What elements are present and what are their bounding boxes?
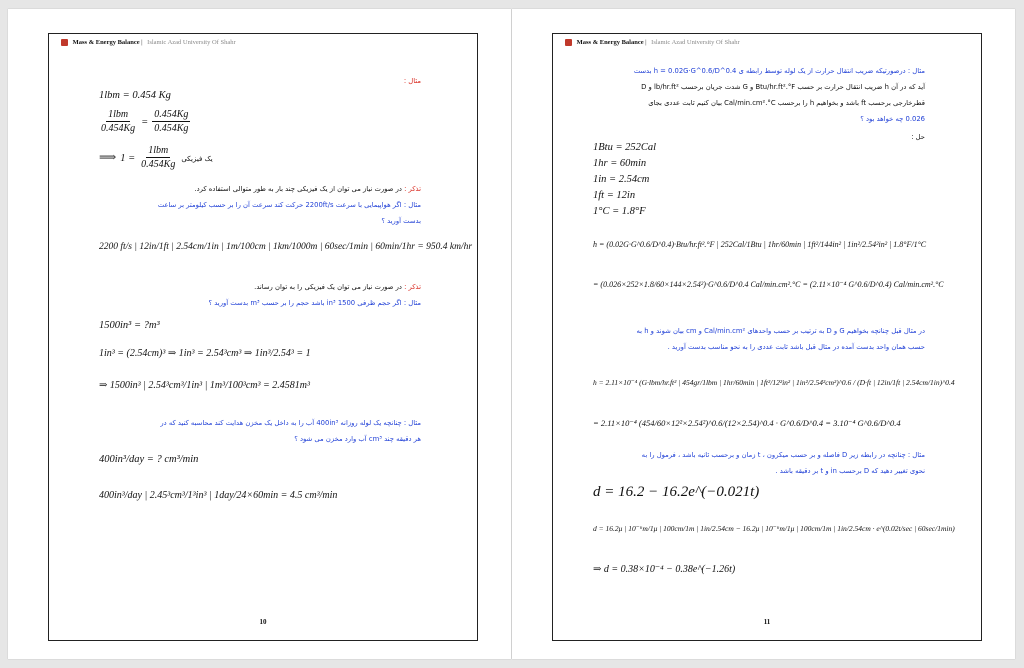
- conversion-btu: 1Btu = 252Cal: [593, 142, 657, 153]
- equation-lbm: 1lbm = 0.454 Kg: [99, 90, 171, 101]
- example-2-line-b: حسب همان واحد بدست آمده در مثال قبل باشد ثابت عددی را به نحو مناسب بدست آورید .: [667, 343, 925, 351]
- university-logo-icon: [61, 39, 68, 46]
- page-frame: [552, 33, 982, 641]
- conversion-ft: 1ft = 12in: [593, 190, 636, 201]
- example-1-line-b: آید که در آن h ضریب انتقال حرارت بر حسب Btu/hr.ft².°F و G شدت جریان برحسب lb/hr.ft² و D: [641, 83, 925, 91]
- equation-h-constant: = 2.11×10⁻⁴ (454/60×12²×2.54²)^0.6/(12×2.54)^0.4 · G^0.6/D^0.4 = 3.10⁻⁴ G^0.6/D^0.4: [593, 418, 901, 428]
- example-2-line-b: بدست آورید ؟: [381, 217, 421, 225]
- page-header: Mass & Energy Balance | Islamic Azad University Of Shahr: [61, 39, 236, 46]
- header-subtitle: Islamic Azad University Of Shahr: [147, 39, 236, 46]
- example-label: مثال :: [403, 77, 421, 85]
- equation-ratio: $\frac{\text{1lbm}}{0.454Kg}$ = $\frac{0.454Kg}{0.454Kg}$: [101, 109, 189, 134]
- equation-h-result: = (0.026×252×1.8/60×144×2.54²)·G^0.6/D^0.4 Cal/min.cm².°C = (2.11×10⁻⁴ G^0.6/D^0.4) Cal/min.cm².°C: [593, 280, 944, 289]
- solution-label: حل :: [911, 133, 925, 141]
- equation-volume: 1500in³ = ?m³: [99, 320, 160, 331]
- example-2-line-a: مثال : اگر هواپیمایی با سرعت 2200ft/s حرکت کند سرعت آن را بر حسب کیلومتر بر ساعت: [157, 201, 421, 209]
- header-title: Mass & Energy Balance: [72, 39, 140, 46]
- example-4-line-a: مثال : چنانچه یک لوله روزانه 400in³ آب را به داخل یک مخزن هدایت کند محاسبه کنید که در: [160, 419, 421, 427]
- equation-physical-one: ⟹ یک فیزیکی $\frac{\text{1lbm}}{0.454Kg}$ = 1: [99, 145, 213, 170]
- example-3-line-b: نحوی تغییر دهید که D برحسب in و t بر دقیقه باشد .: [775, 467, 925, 475]
- conversion-in: 1in = 2.54cm: [593, 174, 650, 185]
- example-2-line-a: در مثال قبل چنانچه بخواهیم G و D به ترتیب بر حسب واحدهای Cal/min.cm² و cm بیان شوند و h به: [636, 327, 925, 335]
- conversion-hr: 1hr = 60min: [593, 158, 647, 169]
- page-number: 10: [259, 618, 267, 626]
- university-logo-icon: [565, 39, 572, 46]
- equation-d: d = 16.2 − 16.2e^(−0.021t): [593, 484, 760, 500]
- page-11: [512, 9, 1015, 659]
- example-1-line-c: قطرخارجی برحسب ft باشد و بخواهیم h را برحسب Cal/min.cm².°C بیان کنیم ثابت عددی بجای: [648, 99, 925, 107]
- note-2: تذکر : در صورت نیاز می توان یک فیزیکی را به توان رساند.: [254, 283, 421, 291]
- example-4-line-b: هر دقیقه چند cm³ آب وارد مخزن می شود ؟: [294, 435, 421, 443]
- example-3: مثال : اگر حجم ظرفی 1500 in³ باشد حجم را بر حسب m³ بدست آورید ؟: [208, 299, 421, 307]
- equation-d-result: ⇒ d = 0.38×10⁻⁴ − 0.38e^(−1.26t): [593, 564, 736, 575]
- page-header: Mass & Energy Balance | Islamic Azad University Of Shahr: [565, 39, 740, 46]
- example-1-line-a: مثال : درصورتیکه ضریب انتقال حرارت از یک لوله توسط رابطه ی h = 0.02G·G^0.6/D^0.4 بدست: [633, 67, 925, 75]
- equation-speed: 2200 ft/s | 12in/1ft | 2.54cm/1in | 1m/100cm | 1km/1000m | 60sec/1min | 60min/1hr = 950.4 km/hr: [99, 242, 473, 252]
- equation-h-conversion: h = (0.02G·G^0.6/D^0.4)·Btu/hr.ft².°F | 252Cal/1Btu | 1hr/60min | 1ft²/144in² | 1in²/2.54²in² | 1.8°F/1°C: [593, 240, 927, 249]
- equation-d-conversion: d = 16.2μ | 10⁻⁶m/1μ | 100cm/1m | 1in/2.54cm − 16.2μ | 10⁻⁶m/1μ | 100cm/1m | 1in/2.54cm · e^(0.02t/sec | 60sec/1min): [593, 524, 955, 533]
- equation-inch-cube: 1in³ = (2.54cm)³ ⇒ 1in³ = 2.54³cm³ ⇒ 1in³/2.54³ = 1: [99, 348, 311, 359]
- example-1-line-d: 0.026 چه خواهد بود ؟: [860, 115, 925, 123]
- page-10: [8, 9, 511, 659]
- header-title: Mass & Energy Balance: [576, 39, 644, 46]
- header-subtitle: Islamic Azad University Of Shahr: [651, 39, 740, 46]
- equation-h-units: h = 2.11×10⁻⁴ (G·lbm/hr.ft² | 454gr/1lbm | 1hr/60min | 1ft²/12²in² | 1in²/2.54²cm²)^0.6 / (D·ft | 12in/1ft | 2.54cm/1in)^0.4: [593, 378, 955, 387]
- conversion-temp: 1°C = 1.8°F: [593, 206, 646, 217]
- page-frame: [48, 33, 478, 641]
- example-3-line-a: مثال : چنانچه در رابطه زیر D فاصله و بر حسب میکرون ، t زمان و برحسب ثانیه باشد ، فرمول را به: [641, 451, 925, 459]
- equation-volume-result: ⇒ 1500in³ | 2.54³cm³/1in³ | 1m³/100³cm³ = 2.4581m³: [99, 380, 310, 391]
- equation-flow: 400in³/day = ? cm³/min: [99, 454, 199, 465]
- note-1: تذکر : در صورت نیاز می توان از یک فیزیکی چند بار به طور متوالی استفاده کرد.: [194, 185, 421, 193]
- double-arrow-icon: ⟹: [99, 150, 117, 165]
- equation-flow-result: 400in³/day | 2.45³cm³/1³in³ | 1day/24×60min = 4.5 cm³/min: [99, 490, 338, 501]
- page-number: 11: [763, 618, 771, 626]
